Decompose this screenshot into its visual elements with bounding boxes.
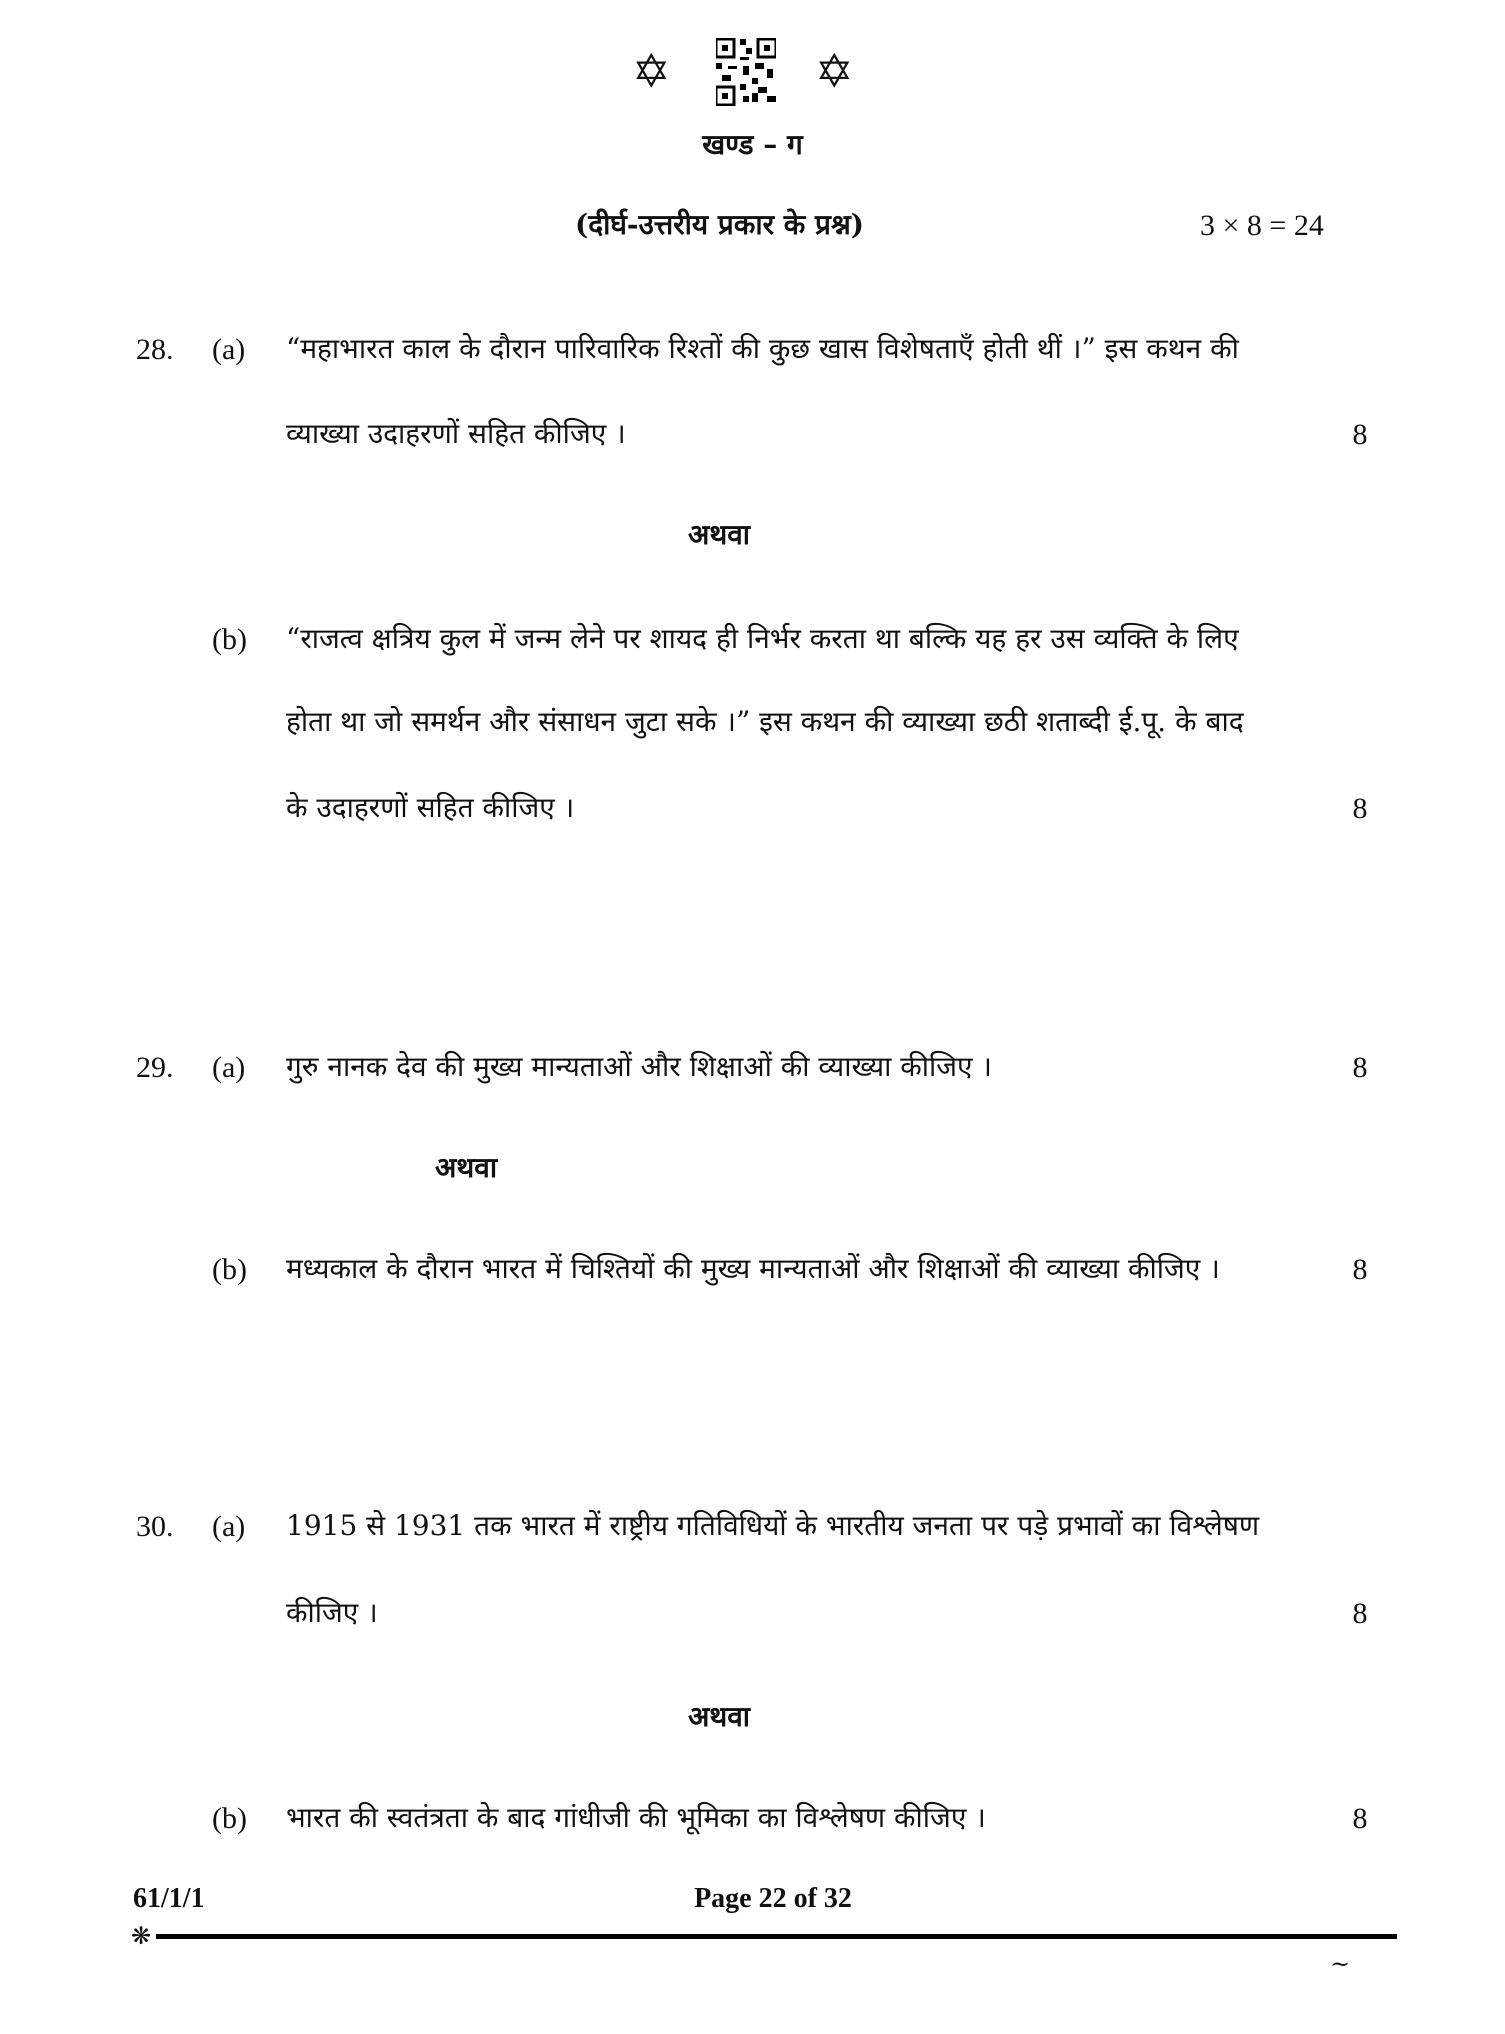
marks: 8 xyxy=(1352,792,1368,825)
page-number: Page 22 of 32 xyxy=(694,1883,852,1914)
marks: 8 xyxy=(1352,418,1368,451)
question-text: भारत की स्वतंत्रता के बाद गांधीजी की भूमिका का विश्लेषण कीजिए । xyxy=(286,1801,986,1834)
paper-code: 61/1/1 xyxy=(133,1883,205,1914)
marks: 8 xyxy=(1352,1051,1368,1084)
star-right-icon: ✡ xyxy=(815,44,854,98)
corner-mark: ~ xyxy=(1330,1950,1351,1978)
marks: 8 xyxy=(1352,1597,1368,1630)
part-label: (b) xyxy=(212,623,247,656)
or-label: अथवा xyxy=(687,518,751,551)
star-left-icon: ✡ xyxy=(632,44,671,98)
asterisk-icon: ❋ xyxy=(131,1922,152,1950)
footer-rule xyxy=(156,1934,1397,1939)
question-text: व्याख्या उदाहरणों सहित कीजिए । xyxy=(286,417,626,450)
part-label: (a) xyxy=(212,1051,246,1084)
or-label: अथवा xyxy=(435,1151,498,1184)
marks: 8 xyxy=(1352,1253,1368,1286)
question-text: होता था जो समर्थन और संसाधन जुटा सके ।” इस कथन की व्याख्या छठी शताब्दी ई.पू. के बाद xyxy=(286,705,1244,738)
question-number: 30. xyxy=(136,1510,174,1543)
section-title: खण्ड – ग xyxy=(702,128,803,161)
part-label: (b) xyxy=(212,1253,247,1286)
qr-code xyxy=(716,38,776,106)
question-text: “महाभारत काल के दौरान पारिवारिक रिश्तों की कुछ खास विशेषताएँ होती थीं ।” इस कथन की xyxy=(286,332,1239,365)
question-text: मध्यकाल के दौरान भारत में चिश्तियों की मुख्य मान्यताओं और शिक्षाओं की व्याख्या कीजिए । xyxy=(286,1252,1220,1285)
marks: 8 xyxy=(1352,1802,1368,1835)
or-label: अथवा xyxy=(687,1700,751,1733)
question-text: 1915 से 1931 तक भारत में राष्ट्रीय गतिविधियों के भारतीय जनता पर पड़े प्रभावों का विश्लेषण xyxy=(286,1509,1260,1542)
question-text: “राजत्व क्षत्रिय कुल में जन्म लेने पर शायद ही निर्भर करता था बल्कि यह हर उस व्यक्ति के लिए xyxy=(286,622,1239,655)
question-text: के उदाहरणों सहित कीजिए । xyxy=(286,791,575,824)
part-label: (a) xyxy=(212,333,246,366)
section-total-marks: 3 × 8 = 24 xyxy=(1200,209,1324,242)
question-number: 29. xyxy=(136,1051,174,1084)
question-text: कीजिए । xyxy=(286,1596,378,1629)
part-label: (b) xyxy=(212,1802,247,1835)
part-label: (a) xyxy=(212,1510,246,1543)
question-number: 28. xyxy=(136,333,174,366)
question-text: गुरु नानक देव की मुख्य मान्यताओं और शिक्षाओं की व्याख्या कीजिए । xyxy=(286,1050,993,1083)
section-subtitle: (दीर्घ-उत्तरीय प्रकार के प्रश्न) xyxy=(575,208,865,241)
